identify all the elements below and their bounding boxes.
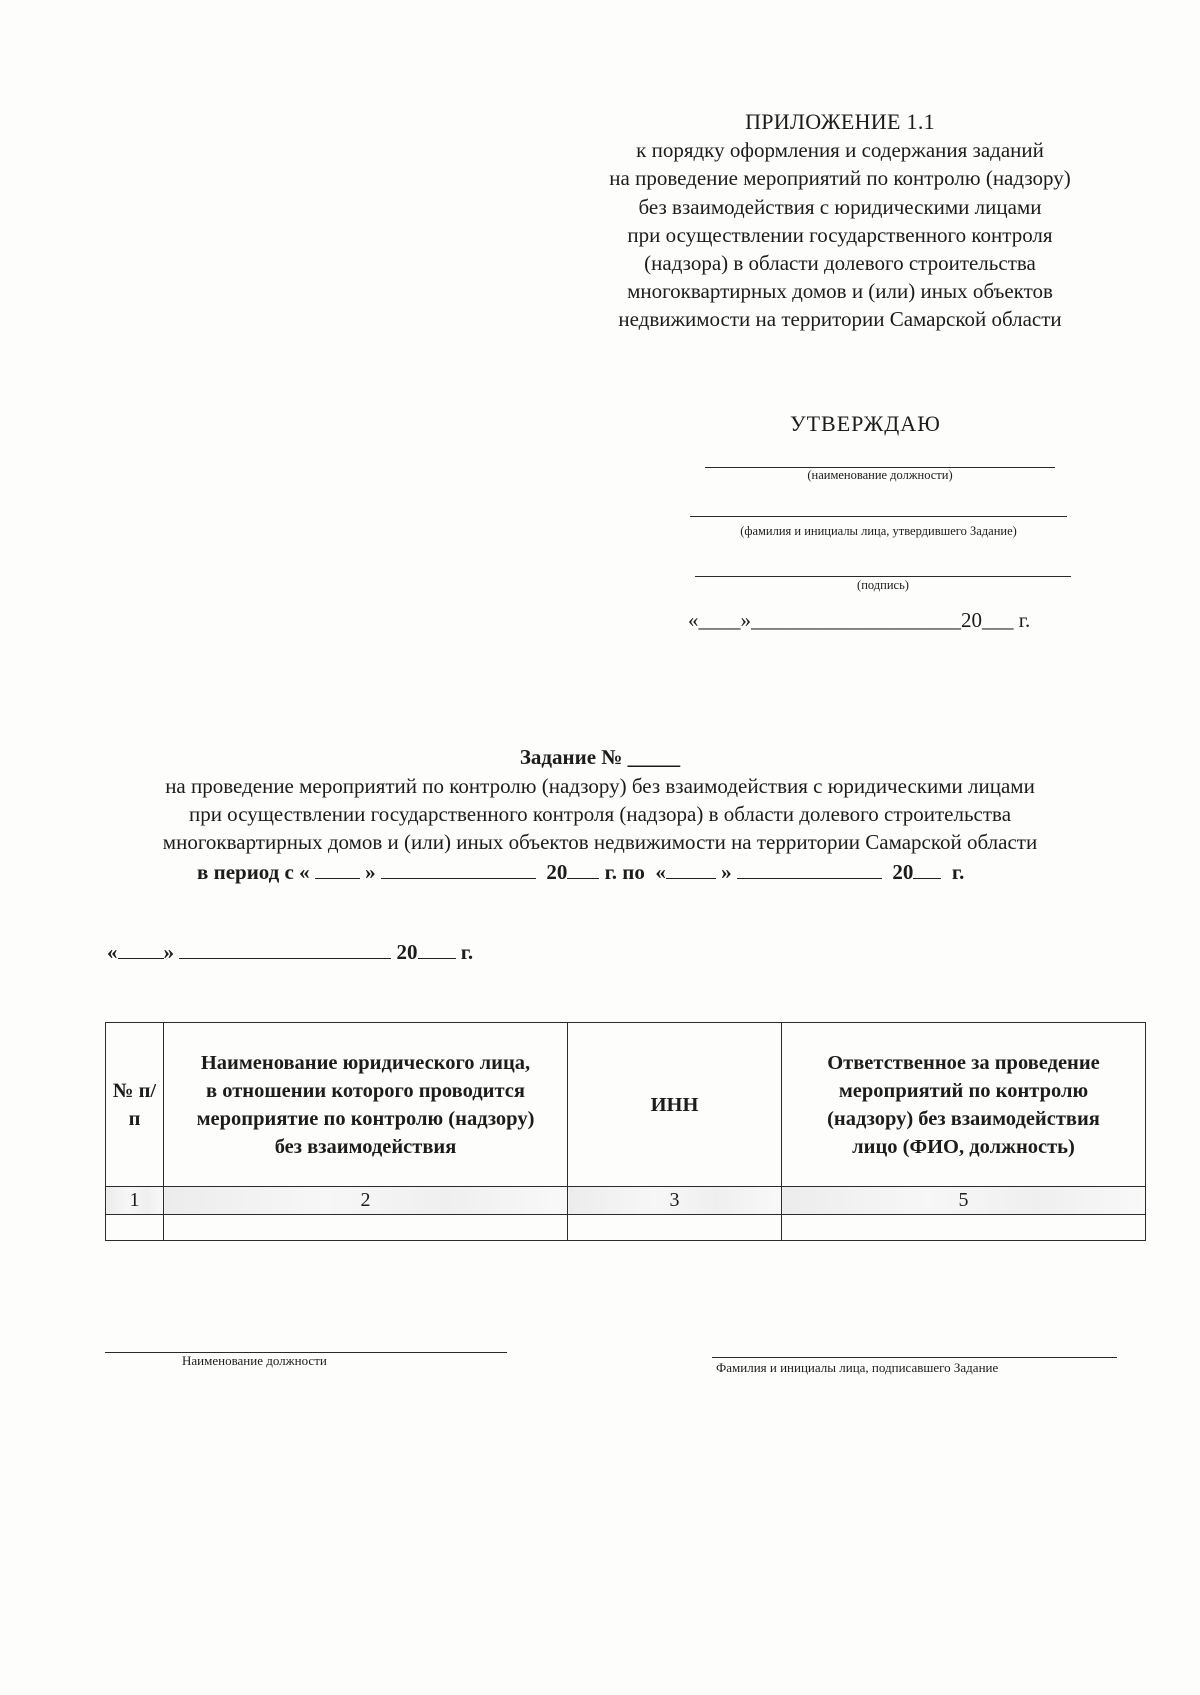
period-year-to-blank bbox=[913, 860, 941, 879]
period-prefix: в период с « bbox=[197, 860, 310, 884]
task-title: Задание № _____ bbox=[519, 745, 681, 769]
task-line: многоквартирных домов и (или) иных объектов недвижимости на территории Самарской области bbox=[162, 830, 1038, 854]
appendix-line: (надзора) в области долевого строительства bbox=[644, 251, 1036, 276]
footer-right-caption: Фамилия и инициалы лица, подписавшего Задание bbox=[716, 1360, 999, 1375]
task-date bbox=[107, 940, 473, 965]
date-year-blank bbox=[418, 940, 456, 959]
footer-right-line bbox=[712, 1357, 1117, 1358]
table-row bbox=[106, 1187, 1146, 1215]
period-line bbox=[197, 860, 964, 885]
col-number-5: 5 bbox=[782, 1187, 1146, 1215]
task-line: при осуществлении государственного контроля (надзора) в области долевого строительства bbox=[188, 802, 1012, 826]
appendix-line: без взаимодействия с юридическими лицами bbox=[638, 194, 1042, 219]
period-month-to bbox=[737, 860, 882, 879]
date-quote: » bbox=[163, 940, 174, 964]
position-caption: (наименование должности) bbox=[807, 468, 953, 482]
col-number-2: 2 bbox=[164, 1187, 568, 1215]
date-quote: « bbox=[107, 940, 118, 964]
table-cell bbox=[782, 1215, 1146, 1241]
appendix-line: недвижимости на территории Самарской области bbox=[618, 307, 1062, 332]
approval-title: УТВЕРЖДАЮ bbox=[790, 411, 941, 436]
col-header-inn: ИНН bbox=[568, 1023, 782, 1187]
appendix-line: к порядку оформления и содержания заданий bbox=[636, 138, 1044, 163]
appendix-line: многоквартирных домов и (или) иных объектов bbox=[627, 279, 1053, 304]
signature-line bbox=[695, 576, 1071, 577]
col-number-3: 3 bbox=[568, 1187, 782, 1215]
period-g-po: г. по bbox=[604, 860, 645, 884]
period-quote: » bbox=[721, 860, 732, 884]
name-line bbox=[690, 516, 1067, 517]
period-quote: « bbox=[655, 860, 666, 884]
table-row bbox=[106, 1215, 1146, 1241]
period-year-from-blank bbox=[567, 860, 599, 879]
date-month bbox=[179, 940, 391, 959]
name-caption: (фамилия и инициалы лица, утвердившего Задание) bbox=[740, 524, 1017, 538]
period-month-from bbox=[381, 860, 536, 879]
date-g: г. bbox=[460, 940, 474, 964]
task-table bbox=[105, 1022, 1146, 1241]
period-quote: » bbox=[365, 860, 376, 884]
col-number-1: 1 bbox=[106, 1187, 164, 1215]
appendix-heading: ПРИЛОЖЕНИЕ 1.1 bbox=[745, 109, 935, 134]
col-header-number: № п/п bbox=[106, 1023, 164, 1187]
footer-left-caption: Наименование должности bbox=[182, 1353, 327, 1368]
table-header-row bbox=[106, 1023, 1146, 1187]
date-year: 20 bbox=[396, 940, 418, 964]
period-g-end: г. bbox=[951, 860, 965, 884]
date-day bbox=[118, 940, 164, 959]
table-cell bbox=[106, 1215, 164, 1241]
appendix-block bbox=[560, 108, 1120, 334]
table-cell bbox=[568, 1215, 782, 1241]
task-description bbox=[0, 772, 1200, 856]
table-cell bbox=[164, 1215, 568, 1241]
period-day-to bbox=[666, 860, 716, 879]
approval-date: «____»____________________20___ г. bbox=[688, 608, 1031, 632]
col-header-entity: Наименование юридического лица, в отношении которого проводится мероприятие по контролю (надзору) без взаимодействия bbox=[164, 1023, 568, 1187]
period-year-from: 20 bbox=[546, 860, 568, 884]
task-line: на проведение мероприятий по контролю (надзору) без взаимодействия с юридическими лицами bbox=[165, 774, 1035, 798]
col-header-responsible: Ответственное за проведение мероприятий по контролю (надзору) без взаимодействия лицо (ФИО, должность) bbox=[782, 1023, 1146, 1187]
appendix-line: при осуществлении государственного контроля bbox=[627, 222, 1053, 247]
period-day-from bbox=[315, 860, 360, 879]
signature-caption: (подпись) bbox=[857, 578, 909, 592]
appendix-line: на проведение мероприятий по контролю (надзору) bbox=[609, 166, 1071, 191]
period-year-to: 20 bbox=[892, 860, 914, 884]
